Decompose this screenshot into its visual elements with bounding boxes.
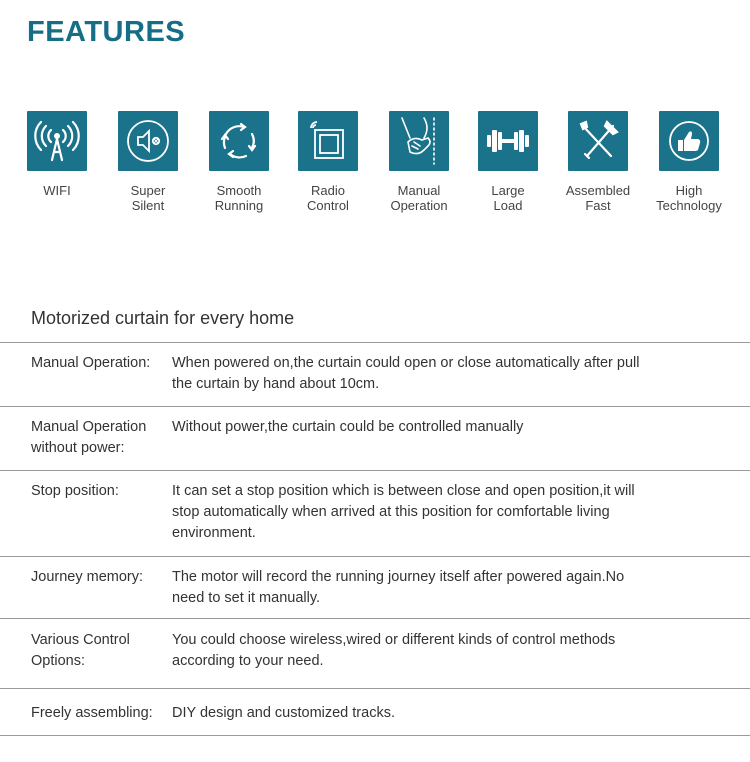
- hand-pull-icon: [389, 111, 449, 171]
- spec-key: Manual Operation:: [31, 355, 151, 371]
- section-subtitle: Motorized curtain for every home: [31, 308, 295, 328]
- dumbbell-icon: [478, 111, 538, 171]
- feature-load: [463, 111, 553, 213]
- spec-value: When powered on,the curtain could open or close automatically after pull the curtain by hand about 10cm.: [172, 355, 640, 392]
- feature-manual: [374, 111, 464, 213]
- thumbs-up-icon: [659, 111, 719, 171]
- wifi-icon: [27, 111, 87, 171]
- feature-label: Smooth Running: [214, 183, 264, 213]
- radio-control-icon: [298, 111, 358, 171]
- spec-value: DIY design and customized tracks.: [172, 705, 395, 721]
- feature-assembled: [553, 111, 643, 213]
- spec-row: [0, 342, 750, 406]
- speaker-mute-icon: [118, 111, 178, 171]
- spec-value: It can set a stop position which is between close and open position,it will stop automatically when arrived at this position for comfortable living environment.: [172, 483, 635, 541]
- rotation-arrows-icon: [209, 111, 269, 171]
- feature-wifi: [12, 111, 102, 198]
- spec-key: Freely assembling:: [31, 705, 153, 721]
- spec-value: The motor will record the running journey itself after powered again.No need to set it manually.: [172, 569, 625, 606]
- spec-row: [0, 470, 750, 556]
- spec-value: Without power,the curtain could be controlled manually: [172, 419, 524, 435]
- feature-technology: [644, 111, 734, 213]
- feature-label: Assembled Fast: [565, 183, 631, 213]
- feature-label: Manual Operation: [390, 183, 448, 213]
- feature-silent: [103, 111, 193, 213]
- spec-key: Journey memory:: [31, 569, 144, 585]
- spec-key: Manual Operation without power:: [31, 419, 147, 456]
- table-bottom-rule: [0, 735, 750, 736]
- spec-row: [0, 556, 750, 618]
- page-title: FEATURES: [27, 16, 186, 48]
- tools-icon: [568, 111, 628, 171]
- feature-label: Super Silent: [130, 183, 166, 213]
- feature-label: WIFI: [43, 183, 71, 198]
- feature-label: Large Load: [491, 183, 525, 213]
- spec-row: [0, 688, 750, 735]
- spec-value: You could choose wireless,wired or different kinds of control methods according to your need.: [172, 632, 616, 669]
- spec-row: [0, 618, 750, 688]
- spec-key: Various Control Options:: [31, 632, 130, 669]
- feature-smooth: [194, 111, 284, 213]
- spec-key: Stop position:: [31, 483, 119, 499]
- feature-label: Radio Control: [307, 183, 349, 213]
- feature-label: High Technology: [656, 183, 722, 213]
- feature-radio: [283, 111, 373, 213]
- spec-row: [0, 406, 750, 470]
